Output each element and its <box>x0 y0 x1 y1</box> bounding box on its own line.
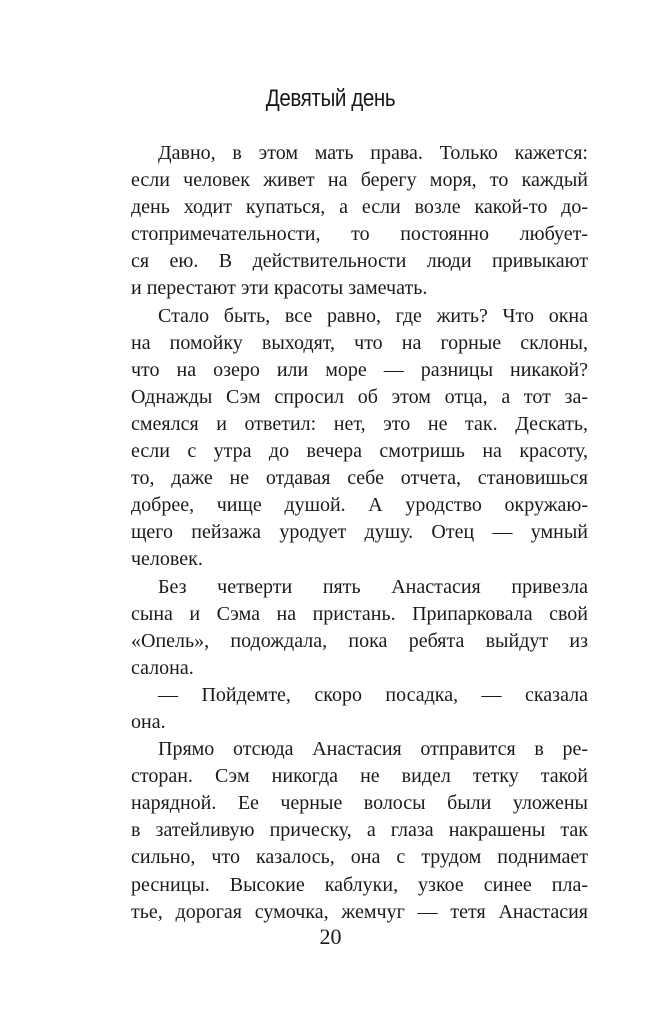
text-line: нарядной. Ее черные волосы были уложены <box>131 792 588 815</box>
text-line: Однажды Сэм спросил об этом отца, а тот за- <box>131 385 588 408</box>
text-line: тье, дорогая сумочка, жемчуг — тетя Анастасия <box>131 900 588 923</box>
text-line: Без четверти пять Анастасия привезла <box>158 575 588 598</box>
text-line: Прямо отсюда Анастасия отправится в ре- <box>158 738 588 761</box>
text-line: — Пойдемте, скоро посадка, — сказала <box>158 683 588 706</box>
text-line: ся ею. В действительности люди привыкают <box>131 250 588 273</box>
text-line: и перестают эти красоты замечать. <box>131 277 428 300</box>
text-line: щего пейзажа уродует душу. Отец — умный <box>131 521 588 544</box>
page-number: 20 <box>319 924 342 949</box>
text-line: Стало быть, все равно, где жить? Что окна <box>158 304 588 327</box>
body-text <box>131 140 588 926</box>
text-line: в затейливую прическу, а глаза накрашены так <box>131 819 588 842</box>
text-line: если с утра до вечера смотришь на красоту, <box>131 440 588 463</box>
text-line: сторан. Сэм никогда не видел тетку такой <box>131 765 588 788</box>
text-line: человек. <box>131 548 203 571</box>
text-line: то, даже не отдавая себе отчета, становишься <box>131 467 588 490</box>
text-line: добрее, чище душой. А уродство окружаю- <box>131 494 588 517</box>
text-line: салона. <box>131 656 194 679</box>
text-line: Давно, в этом мать права. Только кажется: <box>158 142 588 164</box>
text-line: смеялся и ответил: нет, это не так. Дескать, <box>131 412 588 435</box>
text-line: что на озеро или море — разницы никакой? <box>131 358 588 381</box>
text-line: на помойку выходят, что на горные склоны, <box>131 331 588 354</box>
text-line: стопримечательности, то постоянно любует- <box>131 223 588 246</box>
text-line: ресницы. Высокие каблуки, узкое синее пла- <box>131 873 588 896</box>
text-line: день ходит купаться, а если возле какой-то до- <box>131 196 588 219</box>
text-line: если человек живет на берегу моря, то каждый <box>131 169 588 192</box>
chapter-title: Девятый день <box>265 85 396 112</box>
text-line: сына и Сэма на пристань. Припарковала свой <box>131 602 588 625</box>
text-line: сильно, что казалось, она с трудом поднимает <box>131 846 588 869</box>
text-line: «Опель», подождала, пока ребята выйдут из <box>131 629 588 652</box>
text-line: она. <box>131 710 166 733</box>
